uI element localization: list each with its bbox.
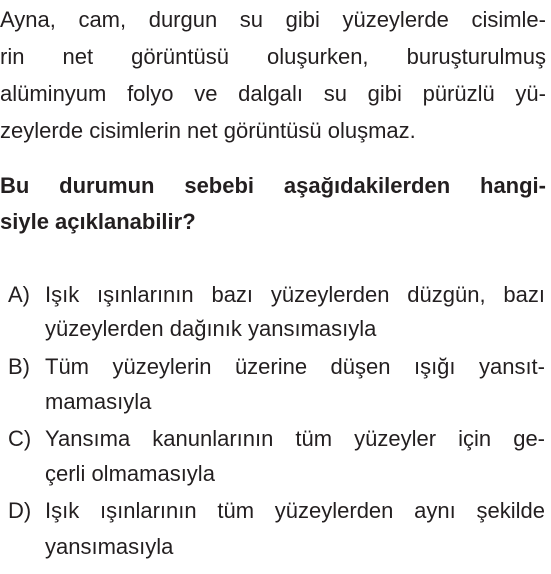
passage-line: rin net görüntüsü oluşurken, buruşturulmuş (0, 44, 546, 69)
option-label: B) (8, 354, 30, 379)
option-text: yansımasıyla (45, 534, 174, 559)
option-text: Tüm yüzeylerin üzerine düşen ışığı yansıt- (45, 354, 545, 379)
question-line: Bu durumun sebebi aşağıdakilerden hangi- (0, 173, 546, 198)
passage-line: zeylerde cisimlerin net görüntüsü oluşmaz. (0, 118, 416, 143)
option-label: D) (8, 498, 32, 523)
option-text: çerli olmamasıyla (45, 461, 215, 486)
option-label: A) (8, 282, 30, 307)
option-text: yüzeylerden dağınık yansımasıyla (45, 316, 377, 341)
option-text: mamasıyla (45, 389, 152, 414)
question-line: siyle açıklanabilir? (0, 209, 196, 234)
passage-line: Ayna, cam, durgun su gibi yüzeylerde cisimle- (0, 7, 546, 32)
option-text: Işık ışınlarının tüm yüzeylerden aynı şekilde (45, 498, 545, 523)
option-label: C) (8, 426, 32, 451)
option-text: Işık ışınlarının bazı yüzeylerden düzgün, bazı (45, 282, 545, 307)
option-text: Yansıma kanunlarının tüm yüzeyler için ge- (45, 426, 545, 451)
passage-line: alüminyum folyo ve dalgalı su gibi pürüzlü yü- (0, 81, 546, 106)
